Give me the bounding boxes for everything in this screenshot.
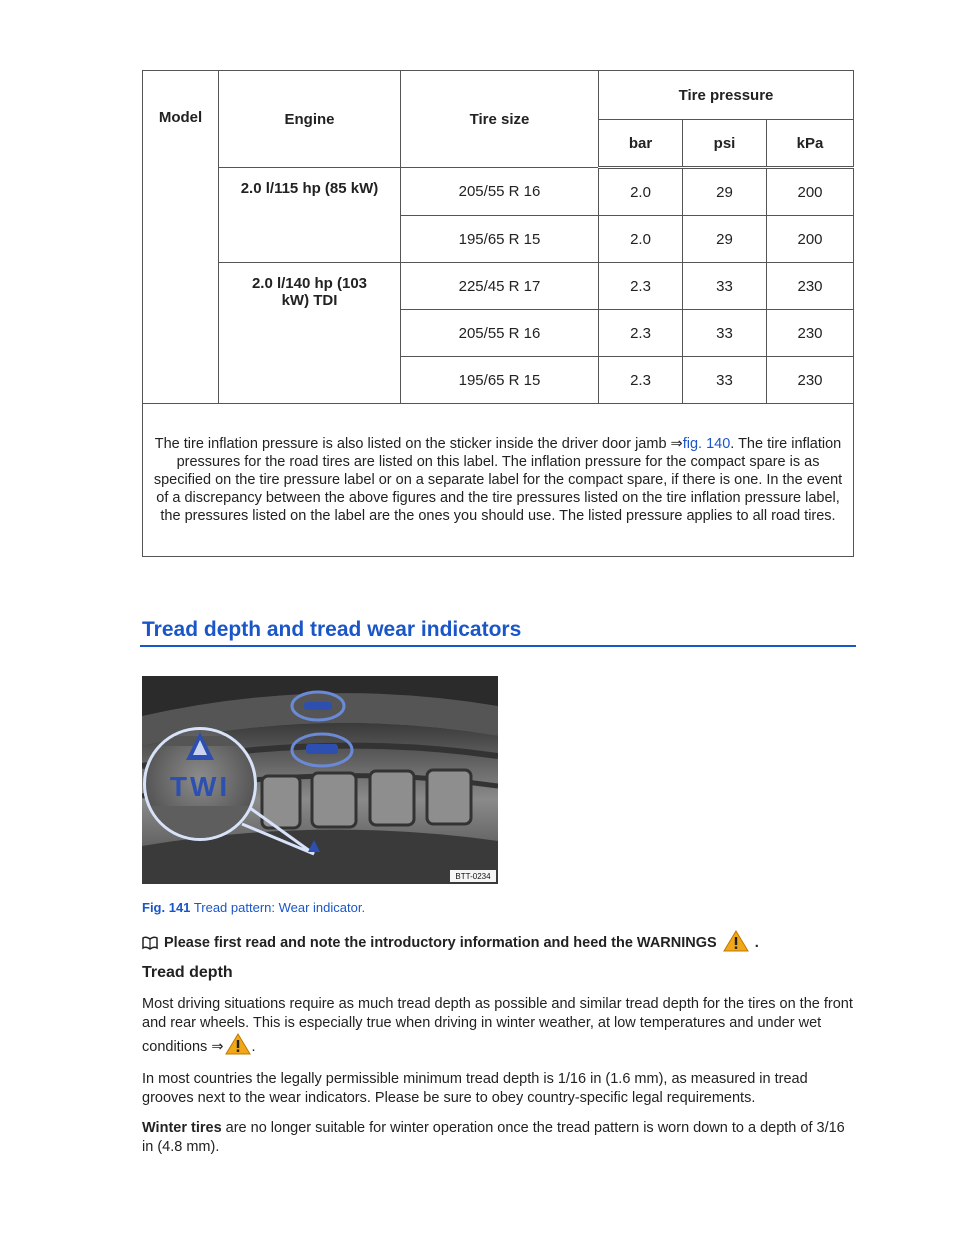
bar-cell: 2.0: [599, 216, 683, 263]
caption-text: Tread pattern: Wear indicator.: [193, 900, 366, 915]
tread-depth-paragraph-2: In most countries the legally permissible minimum tread depth is 1/16 in (1.6 mm), as measured in tread grooves next to the wear indicators. Please be sure to obey country-specific legal requirements.: [142, 1071, 808, 1106]
psi-cell: 29: [683, 168, 767, 216]
tread-wear-figure: [142, 676, 498, 884]
section-divider: [140, 645, 856, 647]
kpa-cell: 200: [767, 168, 854, 216]
book-icon: [142, 936, 158, 950]
intro-tail: .: [754, 935, 759, 951]
header-tire-size: Tire size: [401, 71, 599, 168]
bar-cell: 2.3: [599, 263, 683, 310]
tire-size-cell: 225/45 R 17: [401, 263, 599, 310]
winter-tires-term: Winter tires: [142, 1120, 222, 1136]
tire-tread-image: [142, 676, 498, 884]
table-note: [143, 404, 854, 557]
psi-cell: 33: [683, 263, 767, 310]
header-psi: psi: [683, 120, 767, 168]
engine-cell: 2.0 l/140 hp (103 kW) TDI: [219, 263, 401, 404]
tread-depth-paragraph-1: [142, 995, 858, 1061]
tread-depth-heading: Tread depth: [142, 964, 233, 981]
fig-140-link[interactable]: fig. 140: [682, 436, 731, 452]
engine-cell: 2.0 l/115 hp (85 kW): [219, 168, 401, 263]
bar-cell: 2.3: [599, 357, 683, 404]
intro-line: [142, 930, 759, 956]
kpa-cell: 230: [767, 310, 854, 357]
table-row: [143, 263, 854, 310]
p1-tail: .: [251, 1038, 256, 1055]
figure-caption: [142, 900, 365, 915]
note-text-before: The tire inflation pressure is also listed on the sticker inside the driver door jamb ⇒: [154, 436, 683, 452]
bar-cell: 2.3: [599, 310, 683, 357]
intro-text: Please first read and note the introductory information and heed the WARNINGS: [164, 935, 717, 951]
header-kpa: kPa: [767, 120, 854, 168]
twi-label: TWI: [169, 771, 231, 802]
caption-number: Fig. 141: [142, 900, 191, 915]
warning-icon[interactable]: [723, 930, 749, 956]
warning-icon[interactable]: [225, 1033, 251, 1061]
bar-cell: 2.0: [599, 168, 683, 216]
kpa-cell: 230: [767, 263, 854, 310]
tire-size-cell: 205/55 R 16: [401, 310, 599, 357]
kpa-cell: 200: [767, 216, 854, 263]
p1-text: Most driving situations require as much tread depth as possible and similar tread depth for the tires on the front and rear wheels. This is especially true when driving in winter weather, at low temperatures and under wet conditions ⇒: [142, 996, 853, 1055]
psi-cell: 29: [683, 216, 767, 263]
section-title: Tread depth and tread wear indicators: [142, 618, 522, 641]
table-row: [143, 168, 854, 216]
psi-cell: 33: [683, 357, 767, 404]
tire-pressure-table-wrap: [142, 70, 853, 549]
p3-text: are no longer suitable for winter operation once the tread pattern is worn down to a depth of 3/16 in (4.8 mm).: [142, 1120, 845, 1155]
kpa-cell: 230: [767, 357, 854, 404]
header-tire-pressure: Tire pressure: [599, 71, 854, 120]
header-engine: Engine: [219, 71, 401, 168]
header-model: Model: [143, 71, 219, 404]
tire-size-cell: 195/65 R 15: [401, 216, 599, 263]
tire-size-cell: 195/65 R 15: [401, 357, 599, 404]
psi-cell: 33: [683, 310, 767, 357]
tread-depth-paragraph-3: [142, 1119, 858, 1157]
header-bar: bar: [599, 120, 683, 168]
figure-code: BTT-0234: [455, 872, 491, 881]
tire-pressure-table: [142, 70, 854, 557]
note-text-after: . The tire inflation pressures for the road tires are listed on this label. The inflation pressure for the compact spare is as specified on the tire pressure label or on a separate label for the compact spare, if there is one. In the event of a discrepancy between the above figures and the tire pressures listed on the tire inflation pressure label, the pressures listed on the label are the ones you should use. The listed pressure applies to all road tires.: [153, 436, 843, 524]
tire-size-cell: 205/55 R 16: [401, 168, 599, 216]
